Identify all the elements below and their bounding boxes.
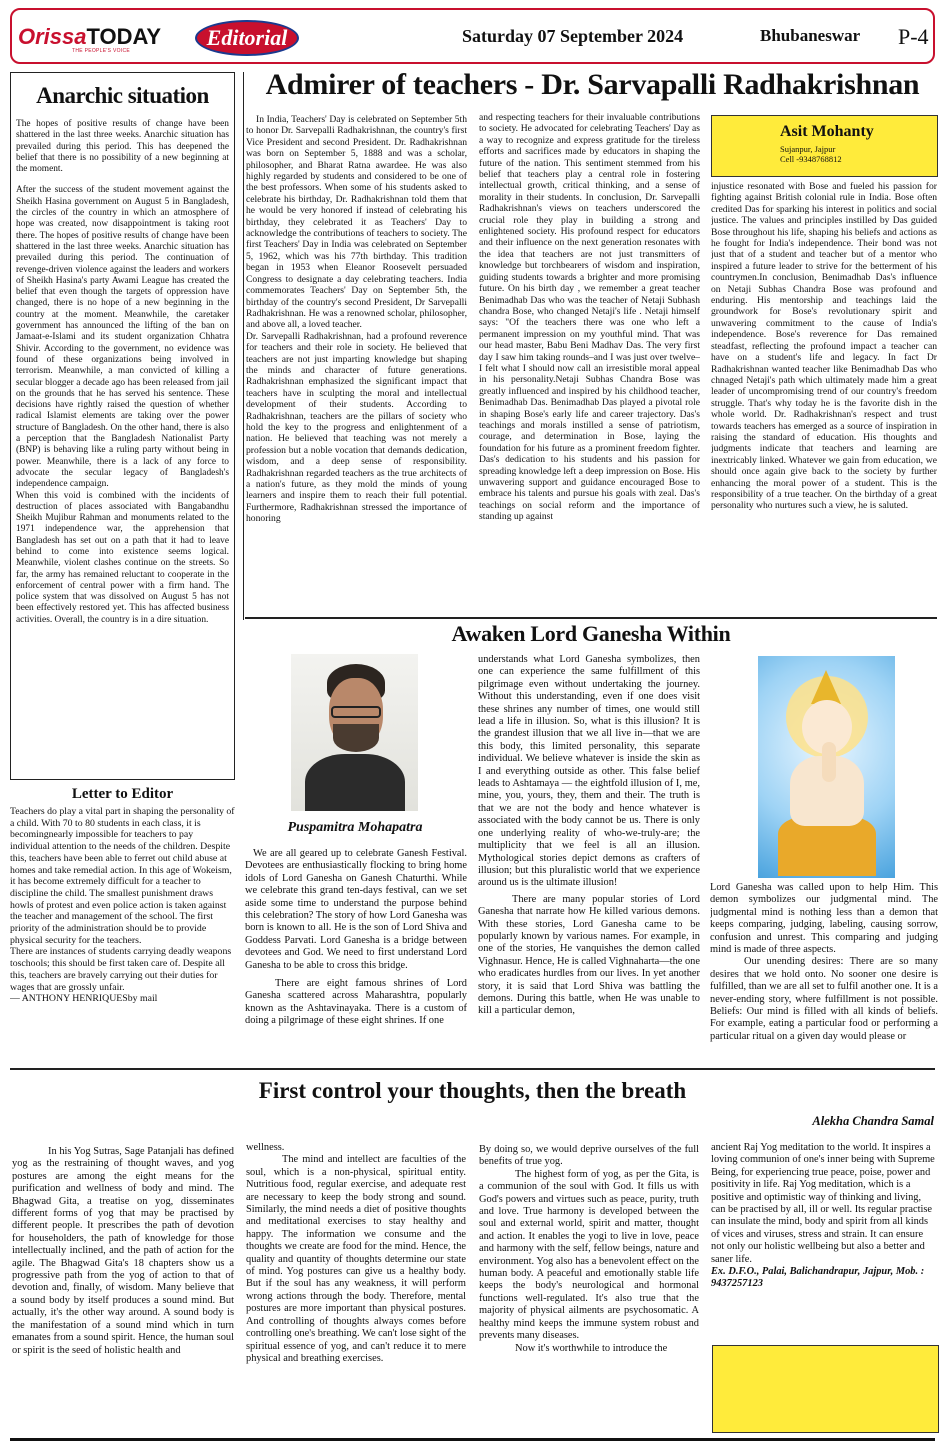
yog-paragraph: ancient Raj Yog meditation to the world. It inspires a loving communion of one's inner being with Supreme Being, for experiencing true peace, poise, power and positivity in life. Raj Yog meditation, which is a positive and optimistic way of thinking and living, can be practised by all, ill or well. Its regular practise can insulate the mind, body and spirit from all kinds of vices and viruses, stress and strain. It can ensure not only our holistic wellbeing but also a better and saner life. bbox=[711, 1142, 935, 1265]
author-name: Asit Mohanty bbox=[780, 123, 874, 140]
ganesha-image bbox=[758, 656, 895, 878]
yog-column-4 bbox=[711, 1142, 937, 1291]
anarchic-title: Anarchic situation bbox=[36, 83, 209, 108]
yog-column-2 bbox=[246, 1142, 466, 1365]
teachers-paragraph: Dr. Sarvepalli Radhakrishnan, had a profound reverence for teachers and their role in society. He believed that teachers are not just imparting knowledge but shaping the minds and character of future generations. Radhakrishnan emphasized the significant impact that teachers have in sculpting the moral and intellectual development of their students. According to Radhakrishnan, teachers are the pillars of society who hold the key to the progress and enlightenment of a nation. He believed that teaching was not merely a profession but a noble vocation that demands dedication, wisdom, and a deep sense of responsibility. Radhakrishnan regarded teachers as the true architects of a nation's future, as they mold the minds of young learners and inspire them to reach their full potential. Furthermore, Radhakrishnan stressed the importance of honoring bbox=[246, 330, 467, 525]
yog-author: Alekha Chandra Samal bbox=[812, 1114, 934, 1128]
page-bottom-rule bbox=[10, 1438, 935, 1441]
yog-paragraph: The highest form of yog, as per the Gita, is a communion of the soul with God. It fills us with God's powers and virtues such as peace, purity, truth and love. True harmony is developed between the soul and external world, spirit and matter, thought and action. It enables the yogi to live in love, peace and harmony with the self, fellow beings, nature and environment. Yog also has a benevolent effect on the human body. A peaceful and emotionally stable life keeps the body's neurological and hormonal functions well-regulated. It's also true that the majority of physical ailments are psychosomatic. A healthy mind keeps the immune system robust and prevents many diseases. bbox=[479, 1168, 699, 1342]
ganesha-headline: Awaken Lord Ganesha Within bbox=[451, 621, 731, 646]
yog-column-1: In his Yog Sutras, Sage Patanjali has defined yog as the restraining of thought waves, and yog postures are among the eight means for the purification and wellness of body and mind. The Bhagwad Gita, a treatise on yog, disseminates different forms of yog that may be practised by different people. It prescribes the path of devotion for householders, the path of knowledge for those intellectually inclined, and the path of action for the agile. The Bhagwad Gita's 18 chapters show us a progressive path from the yog of action to that of devotion and, finally, of wisdom. Many believe that a sound body by itself produces a sound mind. But actually, it's the other way around. A sound body is the manifestation of a sound mind which in turn emanates from a sound spirit. Hence, the human soul or spirit is the seed of holistic health and bbox=[12, 1146, 234, 1356]
blank-ad-box bbox=[712, 1345, 939, 1433]
yog-author-bio: Ex. D.F.O., Palai, Balichandrapur, Jajpur, Mob. : 9437257123 bbox=[711, 1266, 925, 1290]
section-divider bbox=[245, 617, 937, 619]
yog-paragraph: wellness. bbox=[246, 1142, 285, 1153]
yog-paragraph: By doing so, we would deprive ourselves of the full benefits of true yog. bbox=[479, 1144, 699, 1168]
ganesha-author: Puspamitra Mohapatra bbox=[287, 820, 423, 835]
teachers-paragraph: In India, Teachers' Day is celebrated on September 5th to honor Dr. Sarvepalli Radhakrishnan, the country's first Vice President and second President. Dr. Radhakrishnan was born on September 5, 1888 and was a scholar, philosopher, and Bharat Ratna awardee. He was also highly regarded by students and considered to be one of the best professors. When some of his students asked to celebrate his birthday, Dr. Radhakrishnan told them that he would be very honored if instead of celebrating his birthday, they celebrated it as Teachers' Day to acknowledge the contributions of teachers to society. The first Teachers' Day in India was celebrated on September 5, 1962, which was his 77th birthday. This tradition began in 1953 when Eleanor Roosevelt persuaded Congress to designate a day celebrating teachers. India commemorates Teachers' Day on September 5th, the birthday of the country's second President, Dr Sarvepalli Radhakrishnan. He was a renowned scholar, philosopher, and above all, a loved teacher. bbox=[246, 114, 467, 331]
letter-paragraph: There are instances of students carrying deadly weapons toschools; this should be first taken care of. Despite all this, teachers are bravely carrying out their duties for wages that are grossly unfair. bbox=[10, 946, 232, 993]
teachers-column-3: injustice resonated with Bose and fueled his passion for fighting against British colonial rule in India. Bose often credited Das for sparking his interest in politics and social justice. The values and principles instilled by Das guided Bose throughout his life, shaping his beliefs and actions as he fought for India's independence. Their bond was not just that of a student and teacher but of a mentor who inspired a future leader to strive for the betterment of his countrymen.In conclusion, Benimadhab Das's influence on Netaji Subhas Chandra Bose was profound and enduring. His mentorship and teachings laid the groundwork for Bose's revolutionary spirit and unwavering commitment to the cause of India's independence. Bose's reverence for Das remained steadfast, reflecting the profound impact a teacher can have on a student's life and legacy. In fact Dr Radhakrishnan wanted teacher like Benimadhab Das who chnaged Netaji's path which ultimately made him a great leader of uncompromising trend of our country's freedom struggle. That's why today he is the favorite dish in the whole world. Dr. Radhakrishnan's respect and trust towards teachers has emerged as a source of inspiration in raising the standard of education. His thoughts and judgments indicate that teachers and learning are inextricably linked. Whatever we gain from education, we should once again give back to the society by further enhancing the moral power of a student. This is the responsibility of a true teacher. On the birthday of a great personality who nurtures such a view, he is saluted. bbox=[711, 181, 937, 512]
section-divider bbox=[10, 1068, 935, 1070]
yog-column-3 bbox=[479, 1144, 699, 1355]
author-photo bbox=[291, 654, 418, 811]
ganesha-paragraph: understands what Lord Ganesha symbolizes, then one can experience the same fulfillment of this pilgrimage even without undertaking the journey. Without this understanding, even if one does visit these shrines any number of times, one would still lead a life in illusion. So, what is this illusion? It is the grandest illusion that we all live in—that we are this body, this limited personality, this separate individual. We believe whatever is inside the skin as I and everything outside as other. This false belief leads to Ashtamaya — the eightfold illusion of I, me, mine, you, yours, they, them and their. The truth is that we are not the body and hence whatever is associated with the body cannot be us. There is only one underlying reality of who-we-truly-are; the multiplicity that we feel is all an illusion. Mythological stories depict demons as crafters of illusion; but this pluralistic world that we experience around us is the ultimate illusion! bbox=[478, 654, 700, 889]
letter-signature: — ANTHONY HENRIQUESby mail bbox=[10, 993, 158, 1005]
anarchic-situation-box bbox=[10, 72, 235, 780]
yog-headline: First control your thoughts, then the breath bbox=[258, 1078, 687, 1103]
letter-title: Letter to Editor bbox=[71, 786, 174, 802]
edition-city: Bhubaneswar bbox=[760, 26, 861, 45]
ganesha-paragraph: There are many popular stories of Lord Ganesha that narrate how He killed various demons. With these stories, Lord Ganesha came to be popularly known by various names. For example, in one of the stories, He vanquishes the demon called Vighnasur. Hence, He is called Vighnaharta—the one who eradicates hurdles from our lives. In yet another story, it is said that Lord Shiva was battling the demons. During this battle, when He was unable to kill a particular demon, bbox=[478, 893, 700, 1017]
newspaper-logo[interactable] bbox=[18, 24, 161, 50]
anarchic-paragraph: When this void is combined with the incidents of destruction of places associated with Bangabandhu Sheikh Mujibur Rahman and monuments related to the 1971 independence war, the apprehension that Bangladesh has set out on a path that it had to leave behind to come into existence seems logical. Meanwhile, violent clashes continue on the streets. So far, the army has remained reluctant to cooperate in the enforcement of central power with a firm hand. The police system that was dissolved on August 5 has not been effectively restored yet. This has affected business activities. Overall, the country is in a dire situation. bbox=[16, 490, 229, 625]
letter-paragraph: Teachers do play a vital part in shaping the personality of a child. With 70 to 80 students in each class, it is becomingnearly impossible for teachers to pay individual attention to the needs of the children. Despite this, teachers have been able to ferret out child abuse at homes and take remedial action. In this age of Wokeism, it has become extremely difficult for a teacher to discipline the child. The smallest punishment draws howls of protest and even police action is taken against the teacher and management of the school. The first priority of the administration should be to provide physical security for the teachers. bbox=[10, 806, 235, 946]
ganesha-paragraph: Our unending desires: There are so many desires that we hold onto. No sooner one desire is fulfilled, than we are all set to fulfil another one. It is a never-ending story, where fulfillment is not possible. Beliefs: Our mind is filled with all kinds of beliefs. For example, eating a particular food or performing a particular ritual on a given day would please or bbox=[710, 956, 938, 1042]
logo-text-bold: TODAY bbox=[86, 24, 162, 49]
teachers-column-1 bbox=[246, 114, 467, 614]
section-badge: Editorial bbox=[195, 20, 299, 56]
column-divider bbox=[243, 72, 244, 620]
anarchic-paragraph: The hopes of positive results of change have been shattered in the last three weeks. Anarchic situation has prevailed during this period. This has deepened the belief that there is no possibility of a new beginning at the moment. bbox=[16, 119, 229, 175]
anarchic-paragraph: After the success of the student movement against the Sheikh Hasina government on August 5 in Bangladesh, the circles of the country in which an atmosphere of hope was created, now disappointment is taking root there. The hopes of positive results of change have been shattered in the last three weeks. Anarchic situation has prevailed during this period. The continuation of revenge-driven violence against the leaders and workers of Sheikh Hasina's party Awami League has created the belief that even though the targets of oppression have changed, there is no hope of a new beginning in the country at the moment. Meanwhile, the caretaker government has announced the lifting of the ban on Jamaat-e-Islami and its student organization Chhatra Shivir. According to the government, no evidence was found of these organizations being involved in terrorism. Meanwhile, a man convicted of killing a secular blogger a decade ago has been released from jail on the grounds that he has served his sentence. These decisions have rightly raised the question of whether radical Islamist elements are taking over the power structure of Bangladesh. On the other hand, there is also a perception that the Bangladesh Nationalist Party (BNP) is behaving like a ruling party without being in power. Meanwhile, there is a lack of any force to advocate the secular legacy of Bangladesh's independence campaign. bbox=[16, 185, 229, 490]
ganesha-column-3 bbox=[710, 882, 938, 1043]
masthead bbox=[10, 8, 935, 64]
logo-text: Orissa bbox=[18, 24, 87, 49]
ganesha-paragraph: Lord Ganesha was called upon to help Him. This demon symbolizes our judgmental mind. The judgmental mind is nothing less than a demon that keeps comparing, judging, labeling, causing sorrow, confusion and unrest. This comparing and judging mind is made of three aspects. bbox=[710, 882, 938, 956]
ganesha-column-1 bbox=[245, 848, 467, 1028]
ganesha-paragraph: We are all geared up to celebrate Ganesh Festival. Devotees are enthusiastically flocking to bring home idols of Lord Ganesha on Ganesh Chaturthi. While we celebrate this grand ten-days festival, can we set aside some time to understand the purpose behind this celebration? The story of how Lord Ganesha was born is known to all. He is the son of Lord Shiva and Goddess Parvati. Lord Ganesha is a bridge between devotees and God. We need to first understand Lord Ganesha to be able to cross this bridge. bbox=[245, 848, 467, 971]
page-number: P-4 bbox=[898, 24, 929, 49]
yog-paragraph: The mind and intellect are faculties of the soul, which is a non-physical, spiritual entity. Nutritious food, regular exercise, and adequate rest are necessary to keep the body strong and sound. Similarly, the mind needs a diet of positive thoughts and meditational exercises to stay healthy and happy. The information we consume and the thoughts we create are food for the mind. Hence, the quality and quantity of thoughts determine our state of mind. Yog postures can give us a healthy body. But if the soul has any weakness, it will perform wrong actions through the body. Therefore, mental postures are more important than physical postures. And controlling of thoughts always comes before controlling one's breathing. We can't lose sight of the spiritual essence of yog, and can't reduce it to mere physical and breathing exercises. bbox=[246, 1154, 466, 1364]
author-cell: Cell -9348768812 bbox=[780, 154, 842, 164]
issue-date: Saturday 07 September 2024 bbox=[462, 26, 684, 46]
logo-tagline: THE PEOPLE'S VOICE bbox=[72, 48, 131, 54]
yog-paragraph: Now it's worthwhile to introduce the bbox=[515, 1342, 668, 1354]
teachers-headline: Admirer of teachers - Dr. Sarvapalli Radhakrishnan bbox=[265, 68, 920, 101]
ganesha-column-2 bbox=[478, 654, 700, 1018]
ganesha-paragraph: There are eight famous shrines of Lord Ganesha scattered across Maharashtra, popularly known as the Ashtavinayaka. There is a custom of doing a pilgrimage of these eight shrines. If one bbox=[245, 978, 467, 1027]
letter-body bbox=[10, 806, 235, 1005]
author-box-asit bbox=[711, 115, 938, 177]
author-place: Sujanpur, Jajpur bbox=[780, 144, 836, 154]
teachers-column-2: and respecting teachers for their invaluable contributions to society. He advocated for celebrating Teachers' Day as a way to recognize and express gratitude for the tireless efforts and sacrifices made by educators in shaping the future of the nation. This sentiment stemmed from his belief that teachers play a central role in fostering intellectual growth, critical thinking, and a sense of morality in their students. In conclusion, Dr. Sarvepalli Radhakrishnan's views on teachers underscored the crucial role they play in building a strong and enlightened society. His profound respect for educators and their influence on the next generation resonates with the idea that teachers are not just transmitters of knowledge but torchbearers of wisdom and inspiration, guiding students towards a brighter and more promising future. On his birth day , we remember a great teacher Benimadhab Das who was the teacher of Netaji Subhash chandra Bose, who changed Netaji's life . Netaji himself says: "Of the teachers there was one who left a permanent impression on my youthful mind. That was our head master, Babu Beni Madhav Das. The very first day I saw him taking rounds–and I was just over twelve–I felt what I should now call an irresistible moral appeal in his personality.Netaji Subhas Chandra Bose was greatly influenced and inspired by his childhood teacher, Benimadhab Das. Benimadhab Das played a pivotal role in shaping Bose's early life and career trajectory. Das's teachings and morals instilled a sense of patriotism, courage, and determination in Bose, laying the foundation for his future as a prominent freedom fighter. Das's dedication to his students and his passion for spreading knowledge left a deep impression on Bose. His unwavering support and guidance encouraged Bose to embrace his talents and pursue his goals with zeal. Das's teachings on social reform and the importance of standing up against bbox=[479, 112, 700, 523]
